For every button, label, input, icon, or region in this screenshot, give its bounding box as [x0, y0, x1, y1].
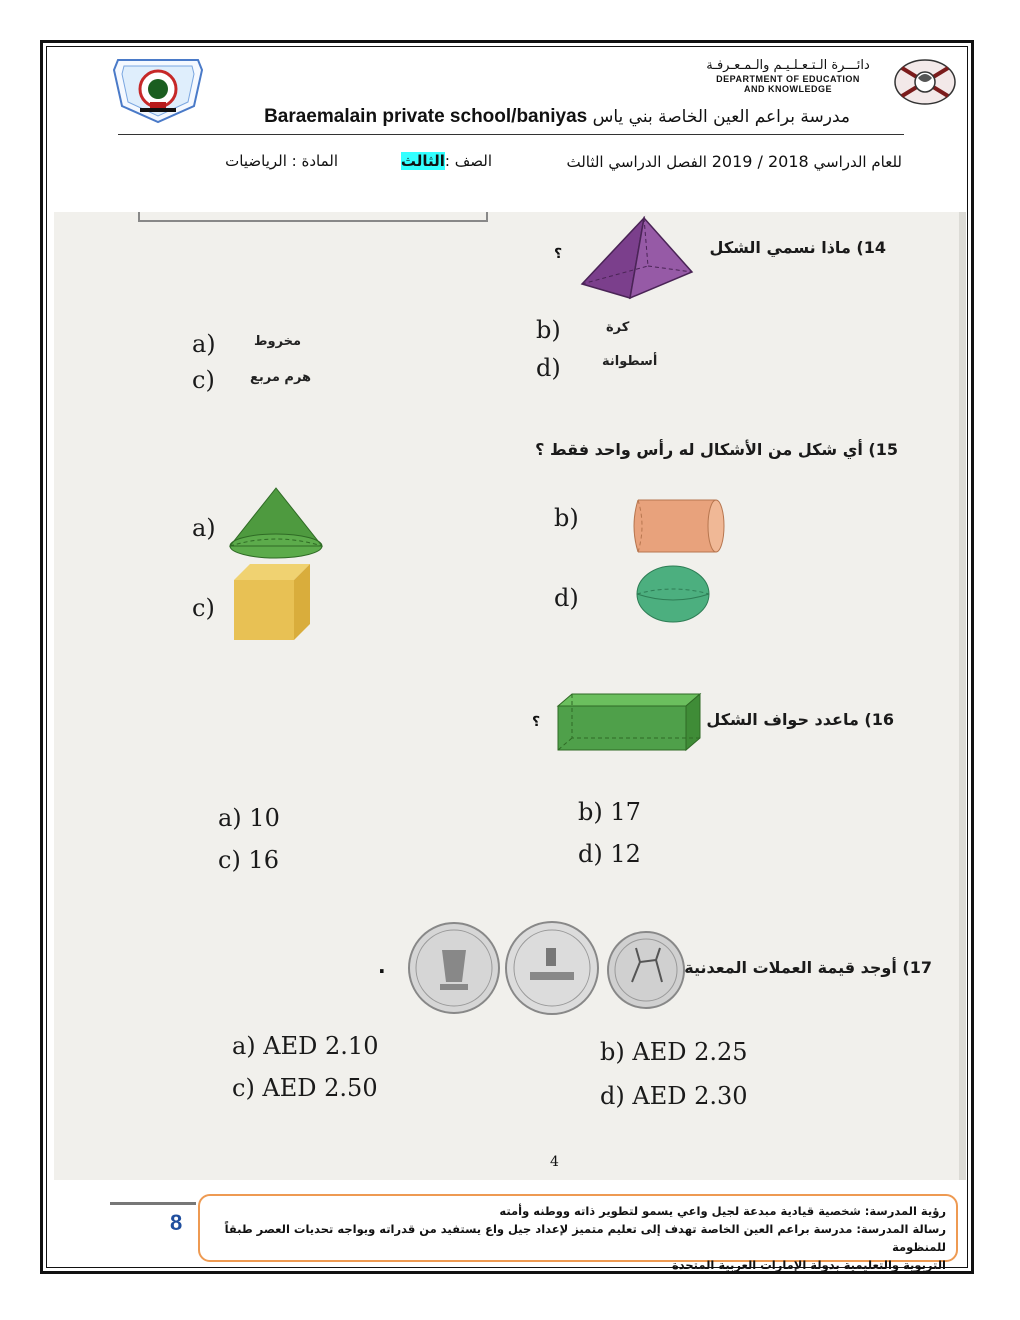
sphere-shape — [634, 564, 712, 624]
previous-box-edge — [138, 212, 488, 222]
coins-image — [406, 920, 686, 1018]
q15-option-b-label: b) — [554, 504, 579, 532]
q15-option-a-label: a) — [192, 514, 216, 542]
pyramid-shape — [578, 214, 698, 300]
grade-label: الصف : — [444, 152, 492, 170]
rectangular-prism-shape — [554, 692, 704, 752]
q14-option-c-label: c) — [192, 366, 215, 394]
department-name-line-1: DEPARTMENT OF EDUCATION — [716, 74, 860, 84]
q17-option-c: c) AED 2.50 — [232, 1074, 378, 1102]
q17-text: 17) أوجد قيمة العملات المعدنية — [684, 958, 932, 977]
cylinder-shape — [630, 496, 726, 556]
cone-shape — [228, 486, 324, 560]
department-name-line-2: AND KNOWLEDGE — [744, 84, 832, 94]
header-divider — [118, 134, 904, 135]
grade-line — [401, 152, 492, 170]
q14-option-a-text: مخروط — [254, 334, 302, 349]
subject-line: المادة : الرياضيات — [225, 152, 338, 170]
cube-shape — [232, 562, 312, 642]
school-name-arabic: مدرسة براعم العين الخاصة بني ياس — [592, 107, 850, 127]
year-label: للعام الدراسي — [813, 153, 902, 171]
q14-option-d-label: d) — [536, 354, 561, 382]
q16-option-c: c) 16 — [218, 846, 279, 874]
school-name-english: Baraemalain private school/baniyas — [264, 106, 588, 127]
q17-dot: . — [378, 954, 386, 978]
q15-option-c-label: c) — [192, 594, 215, 622]
q14-option-b-label: b) — [536, 316, 561, 344]
q14-option-a-label: a) — [192, 330, 216, 358]
worksheet-photo — [54, 212, 966, 1180]
q16-question-mark: ؟ — [532, 714, 541, 730]
q14-option-c-text: هرم مربع — [250, 370, 312, 385]
q16-option-b: b) 17 — [578, 798, 641, 826]
q17-option-b: b) AED 2.25 — [600, 1038, 748, 1066]
q16-text: 16) ماعدد حواف الشكل — [706, 710, 894, 729]
q14-question-mark: ؟ — [554, 246, 563, 262]
page-number: 8 — [170, 1210, 183, 1235]
department-name-arabic: دائـــرة الـتـعـلـيـم والـمـعـرفـة — [706, 58, 870, 73]
q14-option-d-text: أسطوانة — [602, 354, 658, 369]
q14-text: 14) ماذا نسمي الشكل — [709, 238, 886, 257]
year-value: 2019 / 2018 — [711, 152, 809, 171]
q16-option-a: a) 10 — [218, 804, 280, 832]
department-name-english — [690, 74, 886, 94]
school-vision: رؤية المدرسة: شخصية قيادية مبدعة لجيل واعي يسمو لتطوير ذاته ووطنه وأمته — [499, 1204, 946, 1218]
vision-mission-text — [206, 1202, 946, 1274]
grade-value: الثالث — [400, 152, 445, 170]
q16-option-d: d) 12 — [578, 840, 641, 868]
q17-option-a: a) AED 2.10 — [232, 1032, 379, 1060]
school-mission-line-1: رسالة المدرسة: مدرسة براعم العين الخاصة تهدف إلى تعليم متميز لإعداد جيل واع يستفيد من قدراته ويواجه تحديات العصر طبقاً للمنظومة — [224, 1222, 946, 1254]
worksheet-page-number: 4 — [550, 1154, 559, 1170]
school-mission-line-2: التربوية والتعليمية بدولة الإمارات العربية المتحدة — [671, 1258, 946, 1272]
q15-option-d-label: d) — [554, 584, 579, 612]
school-logo — [110, 56, 206, 126]
footer-accent-line — [110, 1202, 196, 1205]
photo-edge-shadow — [959, 212, 966, 1180]
q15-text: 15) أي شكل من الأشكال له رأس واحد فقط ؟ — [535, 440, 898, 459]
year-term-line — [566, 152, 902, 171]
school-name — [200, 106, 850, 128]
department-logo — [888, 56, 962, 108]
q14-option-b-text: كرة — [606, 320, 630, 335]
vision-mission-box — [198, 1194, 958, 1272]
q17-option-d: d) AED 2.30 — [600, 1082, 748, 1110]
term-label: الفصل الدراسي الثالث — [566, 153, 707, 171]
